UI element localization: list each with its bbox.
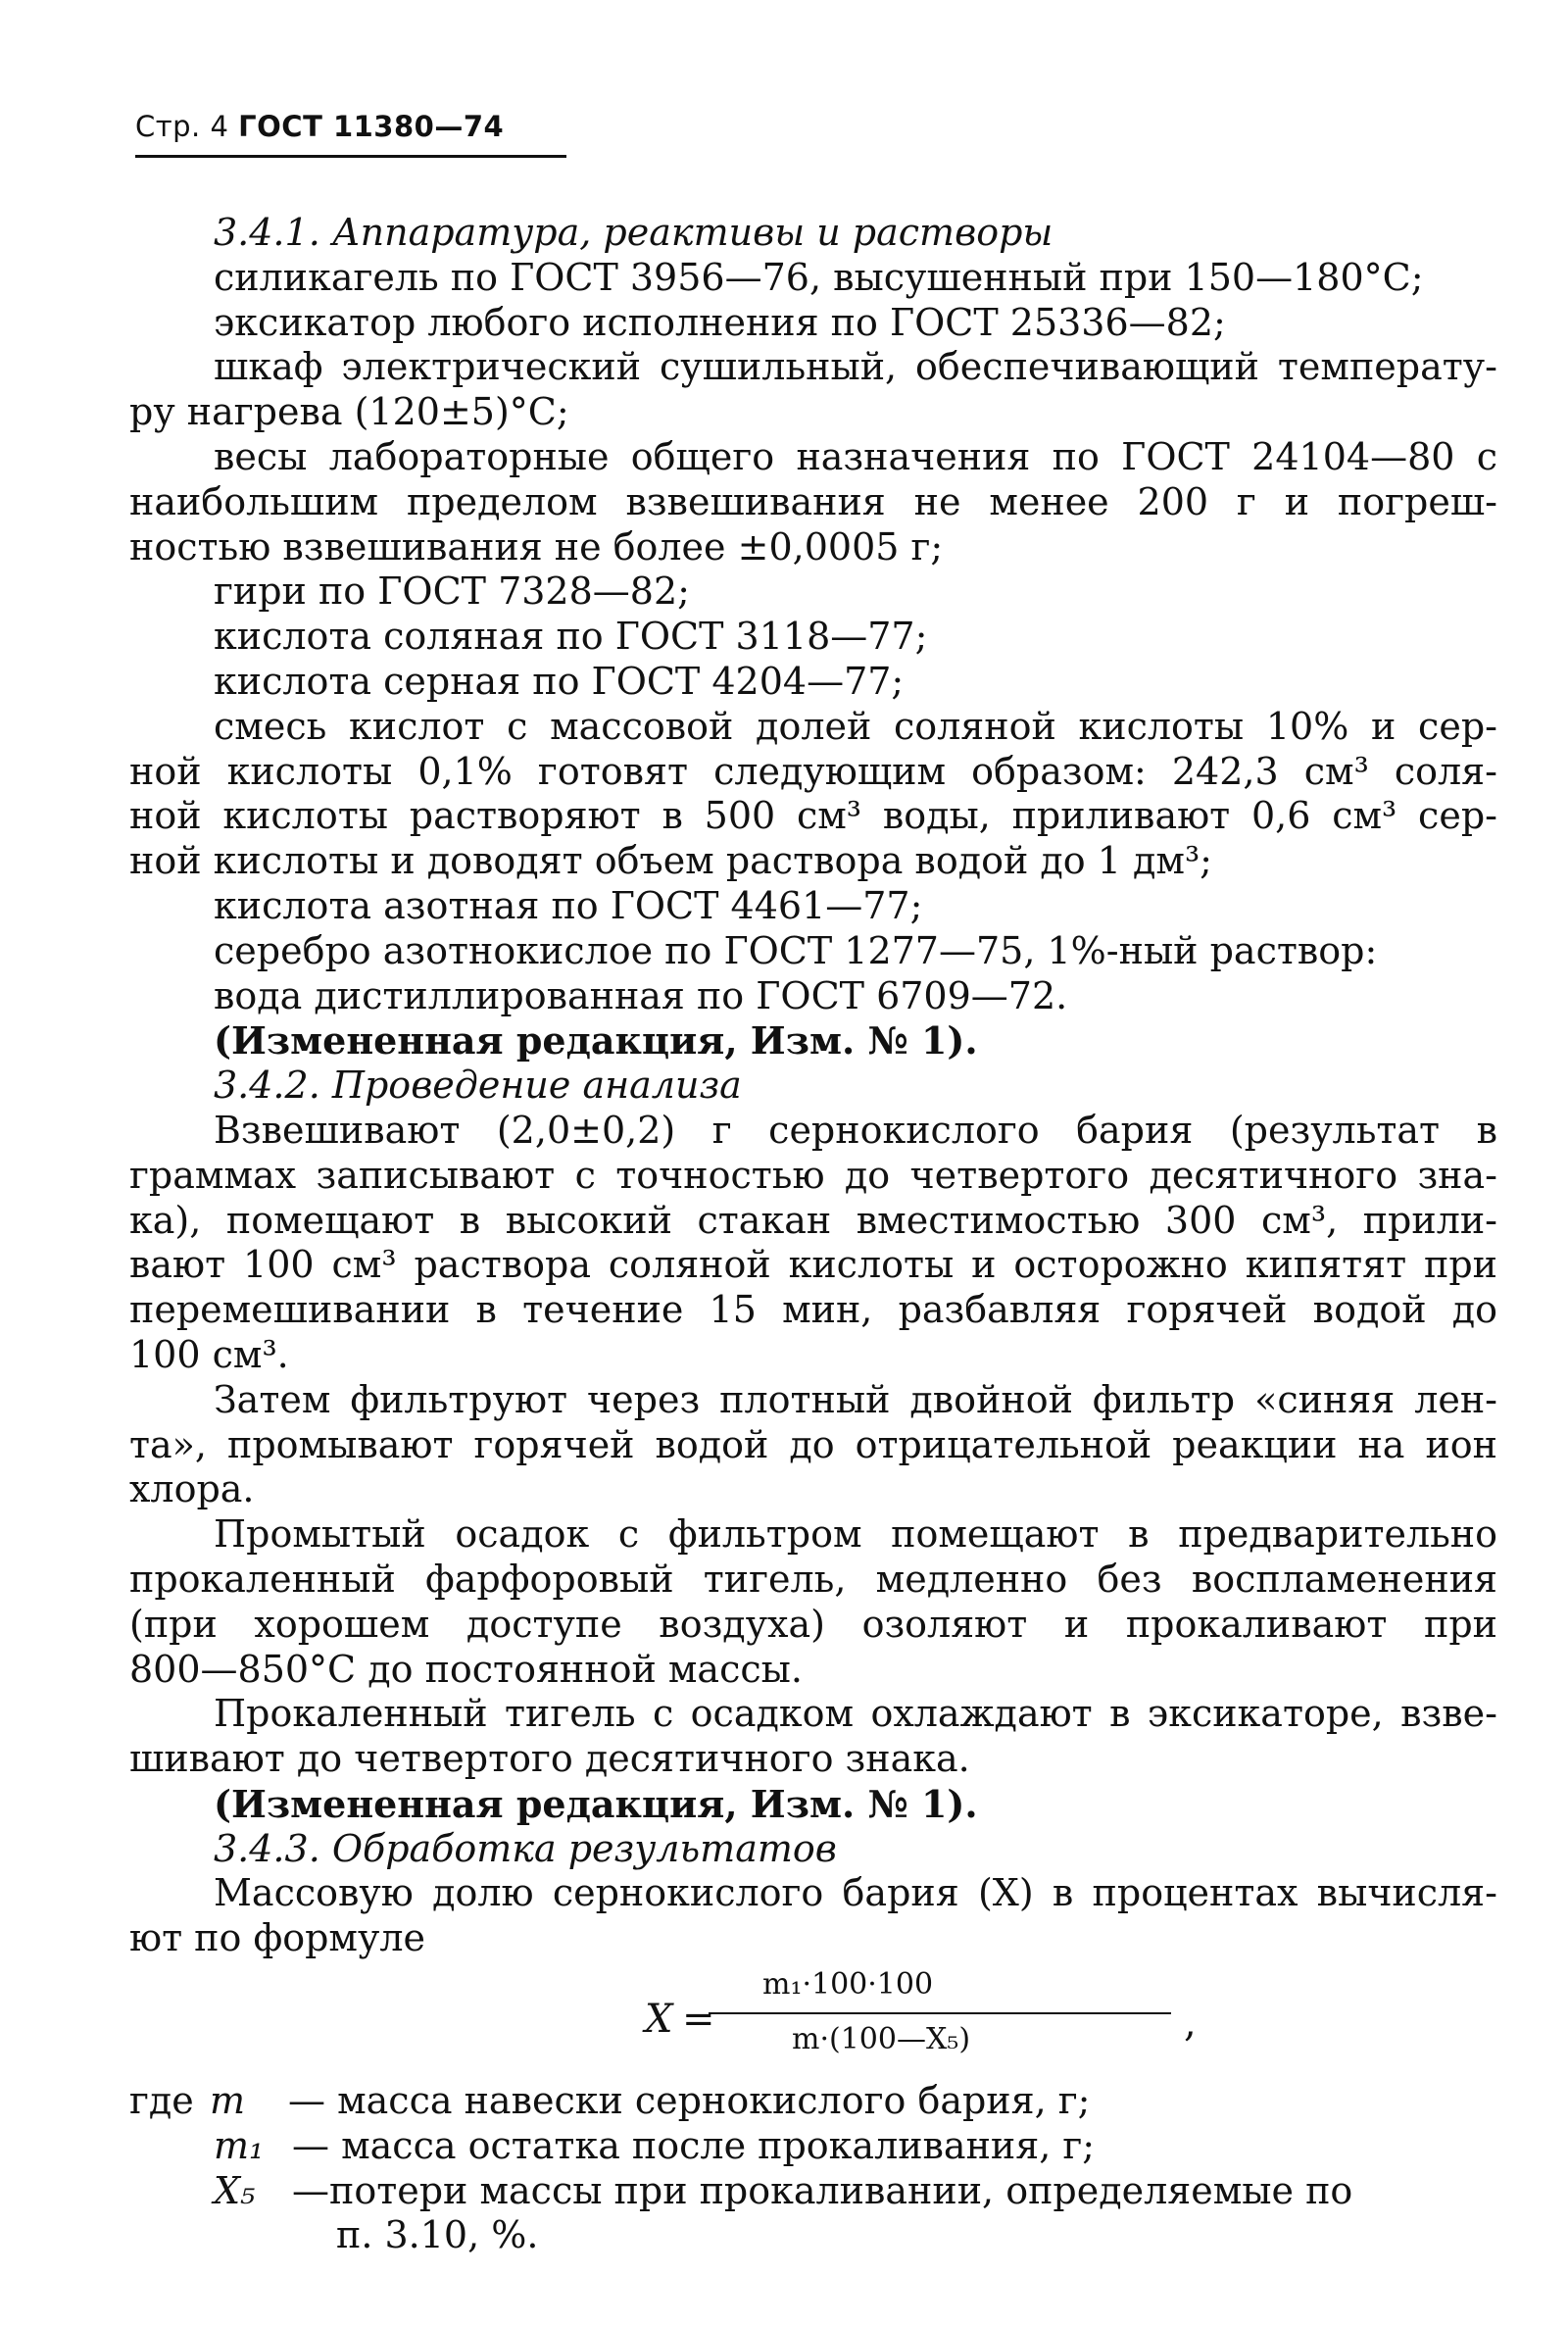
definition-symbol: X₅ — [214, 2168, 256, 2212]
text-line: прокаленный фарфоровый тигель, медленно без воспламенения — [129, 1557, 1497, 1601]
text-line: Взвешивают (2,0±0,2) г сернокислого бария (результат в — [214, 1108, 1497, 1152]
text-line: ностью взвешивания не более ±0,0005 г; — [129, 524, 944, 569]
text-line: ру нагрева (120±5)°С; — [129, 390, 569, 434]
text-line: ной кислоты растворяют в 500 см³ воды, приливают 0,6 см³ сер- — [129, 794, 1497, 838]
section-title-342: 3.4.2. Проведение анализа — [214, 1064, 742, 1108]
text-line: граммах записывают с точностью до четвертого десятичного зна- — [129, 1153, 1497, 1197]
definition-symbol: m — [210, 2079, 246, 2123]
definition-text: —потери массы при прокаливании, определяемые по — [292, 2168, 1353, 2212]
text-line: весы лабораторные общего назначения по ГОСТ 24104—80 с — [214, 434, 1497, 478]
text-line: шивают до четвертого десятичного знака. — [129, 1737, 970, 1781]
definition-text: — масса остатка после прокаливания, г; — [292, 2123, 1096, 2167]
text-line: кислота серная по ГОСТ 4204—77; — [214, 659, 905, 703]
page-label: Стр. 4 — [135, 110, 229, 143]
standard-number: ГОСТ 11380—74 — [238, 110, 505, 143]
text-line: Затем фильтруют через плотный двойной фильтр «синяя лен- — [214, 1377, 1497, 1421]
definition-text: — масса навески сернокислого бария, г; — [288, 2079, 1091, 2123]
text-line: вода дистиллированная по ГОСТ 6709—72. — [214, 973, 1068, 1017]
text-line: смесь кислот с массовой долей соляной кислоты 10% и сер- — [214, 704, 1497, 748]
definition-symbol: m₁ — [214, 2123, 265, 2167]
definition-row — [214, 2169, 1497, 2214]
text-line: кислота азотная по ГОСТ 4461—77; — [214, 883, 923, 927]
formula-trail: , — [1184, 2001, 1197, 2047]
text-line: серебро азотнокислое по ГОСТ 1277—75, 1%-ный раствор: — [214, 928, 1378, 972]
variable-definitions — [129, 2079, 1497, 2258]
text-line: вают 100 см³ раствора соляной кислоты и осторожно кипятят при — [129, 1243, 1497, 1287]
change-note: (Измененная редакция, Изм. № 1). — [214, 1018, 978, 1064]
text-line: перемешивании в течение 15 мин, разбавляя горячей водой до — [129, 1288, 1497, 1332]
definition-prefix: где — [129, 2079, 194, 2123]
text-line: ной кислоты и доводят объем раствора водой до 1 дм³; — [129, 839, 1212, 883]
text-line: ют по формуле — [129, 1916, 425, 1960]
text-line: Промытый осадок с фильтром помещают в предварительно — [214, 1512, 1497, 1557]
formula — [214, 1967, 1497, 2075]
text-line: силикагель по ГОСТ 3956—76, высушенный при 150—180°С; — [214, 255, 1424, 299]
text-line: шкаф электрический сушильный, обеспечивающий температу- — [214, 345, 1497, 389]
text-line: 800—850°С до постоянной массы. — [129, 1647, 803, 1691]
change-note: (Измененная редакция, Изм. № 1). — [214, 1781, 978, 1826]
text-line: Массовую долю сернокислого бария (X) в процентах вычисля- — [214, 1871, 1497, 1915]
fraction-bar — [709, 2012, 1171, 2014]
text-line: ной кислоты 0,1% готовят следующим образом: 242,3 см³ соля- — [129, 749, 1497, 793]
text-line: Прокаленный тигель с осадком охлаждают в эксикаторе, взве- — [214, 1692, 1497, 1736]
text-line: гири по ГОСТ 7328—82; — [214, 569, 690, 614]
section-title-341: 3.4.1. Аппаратура, реактивы и растворы — [214, 211, 1054, 254]
text-line: ка), помещают в высокий стакан вместимостью 300 см³, прили- — [129, 1198, 1497, 1242]
text-line: (при хорошем доступе воздуха) озоляют и прокаливают при — [129, 1602, 1497, 1646]
text-line: 100 см³. — [129, 1332, 289, 1376]
definition-row — [129, 2079, 1497, 2124]
formula-numerator: m₁·100·100 — [762, 1967, 934, 2003]
text-line: та», промывают горячей водой до отрицательной реакции на ион — [129, 1422, 1497, 1466]
definition-row — [214, 2124, 1497, 2169]
text-line: эксикатор любого исполнения по ГОСТ 25336—82; — [214, 300, 1226, 344]
text-line: хлора. — [129, 1467, 255, 1511]
formula-equals: = — [682, 1997, 715, 2043]
formula-denominator: m·(100—X₅) — [792, 2022, 971, 2057]
text-line: наибольшим пределом взвешивания не менее 200 г и погреш- — [129, 479, 1497, 523]
text-line: кислота соляная по ГОСТ 3118—77; — [214, 615, 928, 659]
section-title-343: 3.4.3. Обработка результатов — [214, 1826, 837, 1870]
definition-continuation: п. 3.10, %. — [336, 2213, 539, 2257]
formula-lhs: X — [645, 1997, 673, 2043]
page-header — [135, 110, 566, 158]
document-body — [129, 211, 1497, 2258]
